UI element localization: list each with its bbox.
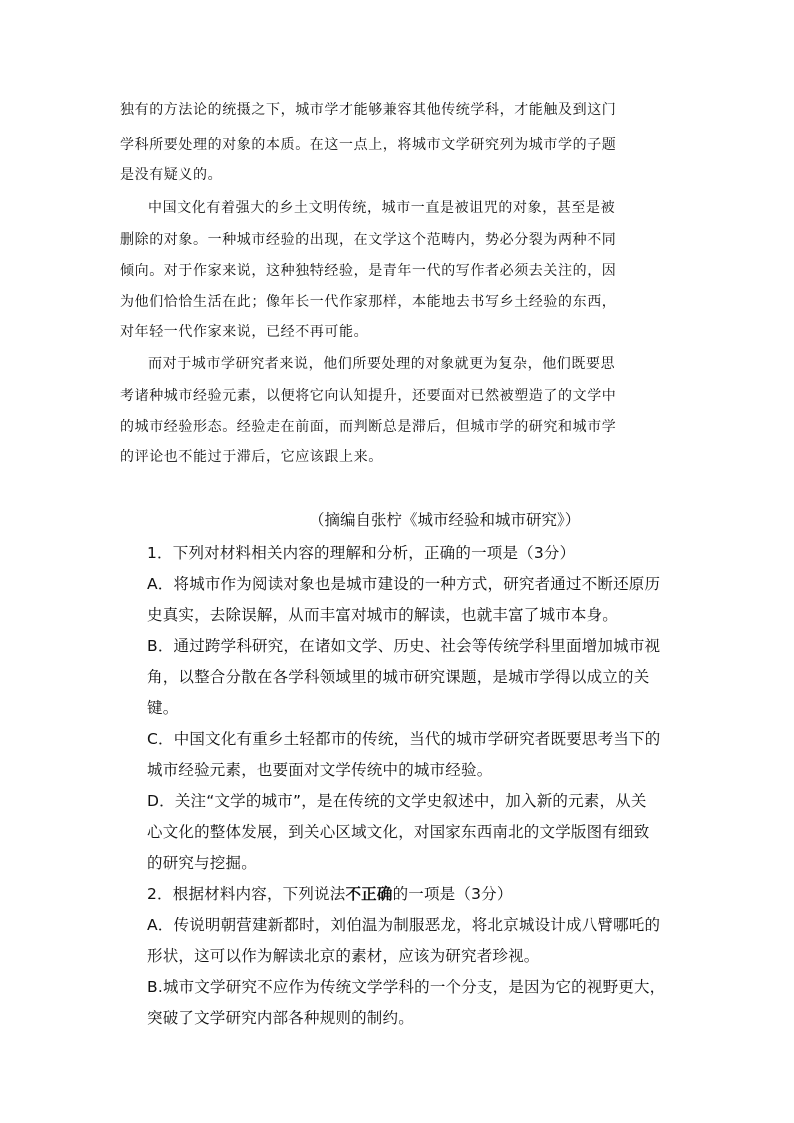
q1-option-b-line: 角，以整合分散在各学科领域里的城市研究课题，是城市学得以成立的关 [147,668,650,686]
passage-line: 删除的对象。一种城市经验的出现，在文学这个范畴内，势必分裂为两种不同 [120,232,617,248]
passage-line: 中国文化有着强大的乡土文明传统，城市一直是被诅咒的对象，甚至是被 [148,200,616,216]
q1-option-c-line: C．中国文化有重乡土轻都市的传统，当代的城市学研究者既要思考当下的 [147,730,661,748]
passage-line: 而对于城市学研究者来说，他们所要处理的对象就更为复杂，他们既要思 [148,356,616,372]
source-citation: （摘编自张柠《城市经验和城市研究》） [309,511,581,529]
q2-stem-emphasis: 不正确 [345,885,393,903]
q2-option-b-line: B.城市文学研究不应作为传统文学学科的一个分支，是因为它的视野更大， [147,978,666,996]
passage-line: 的评论也不能过于滞后，它应该跟上来。 [120,449,383,465]
question-2-stem [147,882,513,904]
q2-option-a-line: 形状，这可以作为解读北京的素材，应该为研究者珍视。 [147,947,540,965]
passage-line: 倾向。对于作家来说，这种独特经验，是青年一代的写作者必须去关注的，因 [120,263,617,279]
passage-line: 对年轻一代作家来说，已经不再可能。 [120,324,369,340]
q1-option-c-line: 城市经验元素，也要面对文学传统中的城市经验。 [147,761,493,779]
q2-stem-text: 2．根据材料内容，下列说法 [147,885,346,903]
passage-line: 学科所要处理的对象的本质。在这一点上，将城市文学研究列为城市学的子题 [120,137,617,153]
q2-stem-text-end: 的一项是（3分） [392,885,513,903]
passage-line: 为他们恰恰生活在此；像年长一代作家那样，本能地去书写乡土经验的东西， [120,294,617,310]
q1-option-b-line: 键。 [147,699,179,717]
passage-line: 考诸种城市经验元素，以便将它向认知提升，还要面对已然被塑造了的文学中 [120,388,617,404]
passage-line: 是没有疑义的。 [120,167,223,183]
q2-option-a-line: A．传说明朝营建新都时，刘伯温为制服恶龙，将北京城设计成八臂哪吒的 [147,916,661,934]
q1-option-a-line: A．将城市作为阅读对象也是城市建设的一种方式，研究者通过不断还原历 [147,575,661,593]
q1-option-d-line: 心文化的整体发展，到关心区域文化，对国家东西南北的文学版图有细致 [147,823,650,841]
passage-line: 的城市经验形态。经验走在前面，而判断总是滞后，但城市学的研究和城市学 [120,419,617,435]
q1-option-d-line: D．关注“文学的城市”，是在传统的文学史叙述中，加入新的元素，从关 [147,792,647,810]
q1-option-b-line: B．通过跨学科研究，在诸如文学、历史、社会等传统学科里面增加城市视 [147,637,661,655]
q1-option-d-line: 的研究与挖掘。 [147,854,257,872]
passage-line: 独有的方法论的统摄之下，城市学才能够兼容其他传统学科，才能触及到这门 [120,102,617,118]
q1-option-a-line: 史真实，去除误解，从而丰富对城市的解读，也就丰富了城市本身。 [147,606,619,624]
question-1-stem: 1．下列对材料相关内容的理解和分析，正确的一项是（3分） [147,544,576,562]
q2-option-b-line: 突破了文学研究内部各种规则的制约。 [147,1009,414,1027]
